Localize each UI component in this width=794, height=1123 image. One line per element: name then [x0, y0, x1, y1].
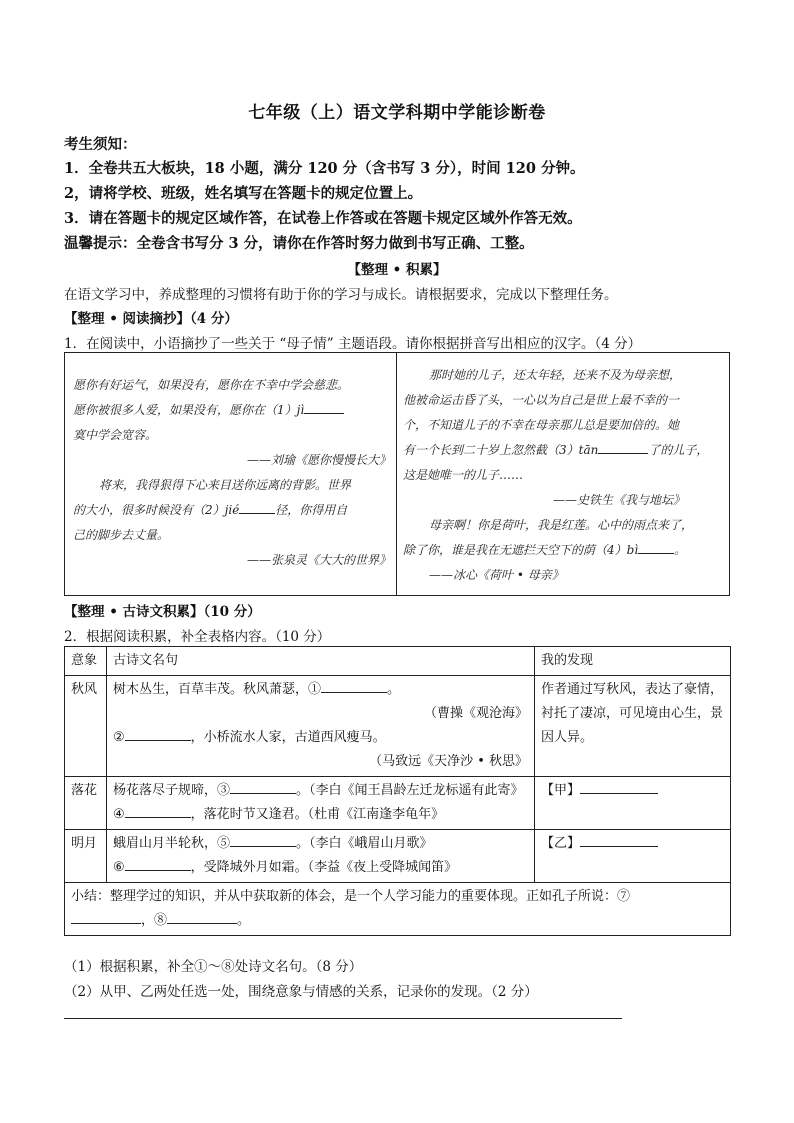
notice-heading: 考生须知：	[64, 136, 137, 153]
excerpt-box	[64, 352, 730, 596]
table-row	[65, 676, 731, 777]
question-2: 2．根据阅读积累，补全表格内容。（10 分）	[64, 629, 331, 645]
excerpt-right-line: 了的儿子，	[648, 443, 709, 457]
notice-item-2: 2，请将学校、班级，姓名填写在答题卡的规定位置上。	[64, 185, 423, 202]
excerpt-left-line: 径，你得用自	[275, 503, 348, 517]
finding-cell	[535, 777, 731, 830]
excerpt-left-line: 将来，我得狠得下心来目送你远离的背影。世界	[99, 478, 352, 492]
excerpt-right-line: 有一个长到二十岁上忽然截（3）tān	[403, 443, 599, 457]
part2-heading: 【整理 • 古诗文积累】（10 分）	[64, 604, 261, 620]
verse-text: 杨花落尽子规啼，③	[113, 783, 231, 798]
excerpt-right-line: 他被命运击昏了头，一心以为自己是世上最不幸的一	[403, 393, 680, 407]
notice-tip: 温馨提示：全卷含书写分 3 分，请你在作答时努力做到书写正确、工整。	[64, 235, 534, 252]
verse-source: （曹操《观沧海》	[423, 706, 528, 721]
table-row	[65, 777, 731, 830]
verse-text: 蛾眉山月半轮秋，⑤	[113, 836, 231, 851]
sub-question-2: （2）从甲、乙两处任选一处，围绕意象与情感的关系，记录你的发现。（2 分）	[64, 984, 538, 1000]
fill-blank-7[interactable]	[71, 909, 141, 924]
fill-blank-5[interactable]	[230, 832, 296, 847]
finding-label: 【乙】	[541, 836, 581, 851]
summary-cell	[65, 883, 731, 936]
summary-text: 小结：整理学过的知识，并从中获取新的体会，是一个人学习能力的重要体现。正如孔子所说：⑦	[71, 889, 631, 904]
verse-text: 。（李白《峨眉山月歌》	[296, 836, 433, 851]
excerpt-right	[403, 363, 725, 588]
verse-text: ，落花时节又逢君。（杜甫《江南逢李龟年》	[190, 807, 445, 822]
excerpt-left-line: 愿你有好运气，如果没有，愿你在不幸中学会慈悲。	[73, 378, 350, 392]
verse-source: （马致远《天净沙 • 秋思》	[369, 754, 528, 769]
verse-text: 树木丛生，百草丰茂。秋风萧瑟，①	[113, 682, 322, 697]
finding-cell: 作者通过写秋风，表达了豪情，衬托了凄凉，可见境由心生，景因人异。	[535, 676, 731, 777]
verse-text: 。	[387, 682, 401, 697]
excerpt-right-line: 这是她唯一的儿子……	[403, 468, 524, 482]
table-header: 古诗文名句	[107, 647, 535, 676]
excerpt-divider	[396, 353, 397, 595]
verse-text: 。（李白《闻王昌龄左迁龙标遥有此寄》	[296, 783, 524, 798]
notice-item-3: 3．请在答题卡的规定区域作答，在试卷上作答或在答题卡规定区域外作答无效。	[64, 210, 582, 227]
verse-cell	[107, 676, 535, 777]
answer-blank-1[interactable]	[304, 401, 344, 414]
fill-blank-6[interactable]	[125, 856, 191, 871]
finding-cell	[535, 830, 731, 883]
table-row	[65, 830, 731, 883]
table-header-row	[65, 647, 731, 676]
excerpt-right-line: 母亲啊！你是荷叶，我是红莲。心中的雨点来了，	[429, 518, 694, 532]
excerpt-left-line: 愿你被很多人爱，如果没有，愿你在（1）jì	[73, 403, 305, 417]
answer-line[interactable]	[64, 1018, 622, 1019]
section-intro: 在语文学习中，养成整理的习惯将有助于你的学习与成长。请根据要求，完成以下整理任务。	[64, 287, 618, 303]
excerpt-source: ——冰心《荷叶 • 母亲》	[429, 568, 564, 582]
section-heading: 【整理 • 积累】	[347, 262, 447, 278]
fill-blank-8[interactable]	[167, 909, 237, 924]
table-header: 我的发现	[535, 647, 731, 676]
fill-blank-2[interactable]	[125, 726, 191, 741]
image-cell: 秋风	[65, 676, 107, 777]
finding-blank-jia[interactable]	[580, 779, 658, 794]
excerpt-source: ——史铁生《我与地坛》	[552, 493, 685, 507]
excerpt-left-line: 寞中学会宽容。	[73, 428, 158, 442]
summary-text: ，⑧	[141, 913, 168, 928]
question-1: 1．在阅读中，小语摘抄了一些关于 “母子情” 主题语段。请你根据拼音写出相应的汉字。（4 分）	[64, 336, 642, 352]
sub-question-1: （1）根据积累，补全①～⑧处诗文名句。（8 分）	[64, 959, 363, 975]
fill-blank-4[interactable]	[125, 803, 191, 818]
summary-text: 。	[237, 913, 251, 928]
finding-label: 【甲】	[541, 783, 581, 798]
part1-heading: 【整理 • 阅读摘抄】（4 分）	[64, 311, 238, 327]
excerpt-left-line: 的大小，很多时候没有（2）jié	[73, 503, 240, 517]
answer-blank-2[interactable]	[239, 501, 275, 514]
fill-blank-1[interactable]	[321, 678, 387, 693]
fill-blank-3[interactable]	[230, 779, 296, 794]
image-cell: 落花	[65, 777, 107, 830]
table-header: 意象	[65, 647, 107, 676]
answer-blank-4[interactable]	[638, 541, 674, 554]
excerpt-left	[73, 373, 391, 573]
notice-item-1: 1．全卷共五大板块，18 小题，满分 120 分（含书写 3 分），时间 120 分钟。	[64, 160, 585, 177]
excerpt-right-line: 个，不知道儿子的不幸在母亲那儿总是要加倍的。她	[403, 418, 680, 432]
excerpt-right-line: 除了你，谁是我在无遮拦天空下的荫（4）bì	[403, 543, 639, 557]
verse-cell	[107, 777, 535, 830]
image-cell: 明月	[65, 830, 107, 883]
excerpt-left-line: 己的脚步去丈量。	[73, 528, 170, 542]
excerpt-source: ——刘瑜《愿你慢慢长大》	[246, 453, 391, 467]
finding-blank-yi[interactable]	[580, 832, 658, 847]
verse-text: ⑥	[113, 860, 125, 875]
poem-table	[64, 646, 731, 936]
excerpt-right-line: 。	[674, 543, 687, 557]
answer-blank-3[interactable]	[598, 441, 648, 454]
verse-text: ②	[113, 730, 125, 745]
verse-text: ，小桥流水人家，古道西风瘦马。	[190, 730, 386, 745]
page-title: 七年级（上）语文学科期中学能诊断卷	[248, 103, 546, 123]
verse-text: ④	[113, 807, 125, 822]
excerpt-right-line: 那时她的儿子，还太年轻，还来不及为母亲想，	[429, 368, 682, 382]
summary-row	[65, 883, 731, 936]
verse-text: ，受降城外月如霜。（李益《夜上受降城闻笛》	[190, 860, 458, 875]
excerpt-source: ——张泉灵《大大的世界》	[246, 553, 391, 567]
verse-cell	[107, 830, 535, 883]
